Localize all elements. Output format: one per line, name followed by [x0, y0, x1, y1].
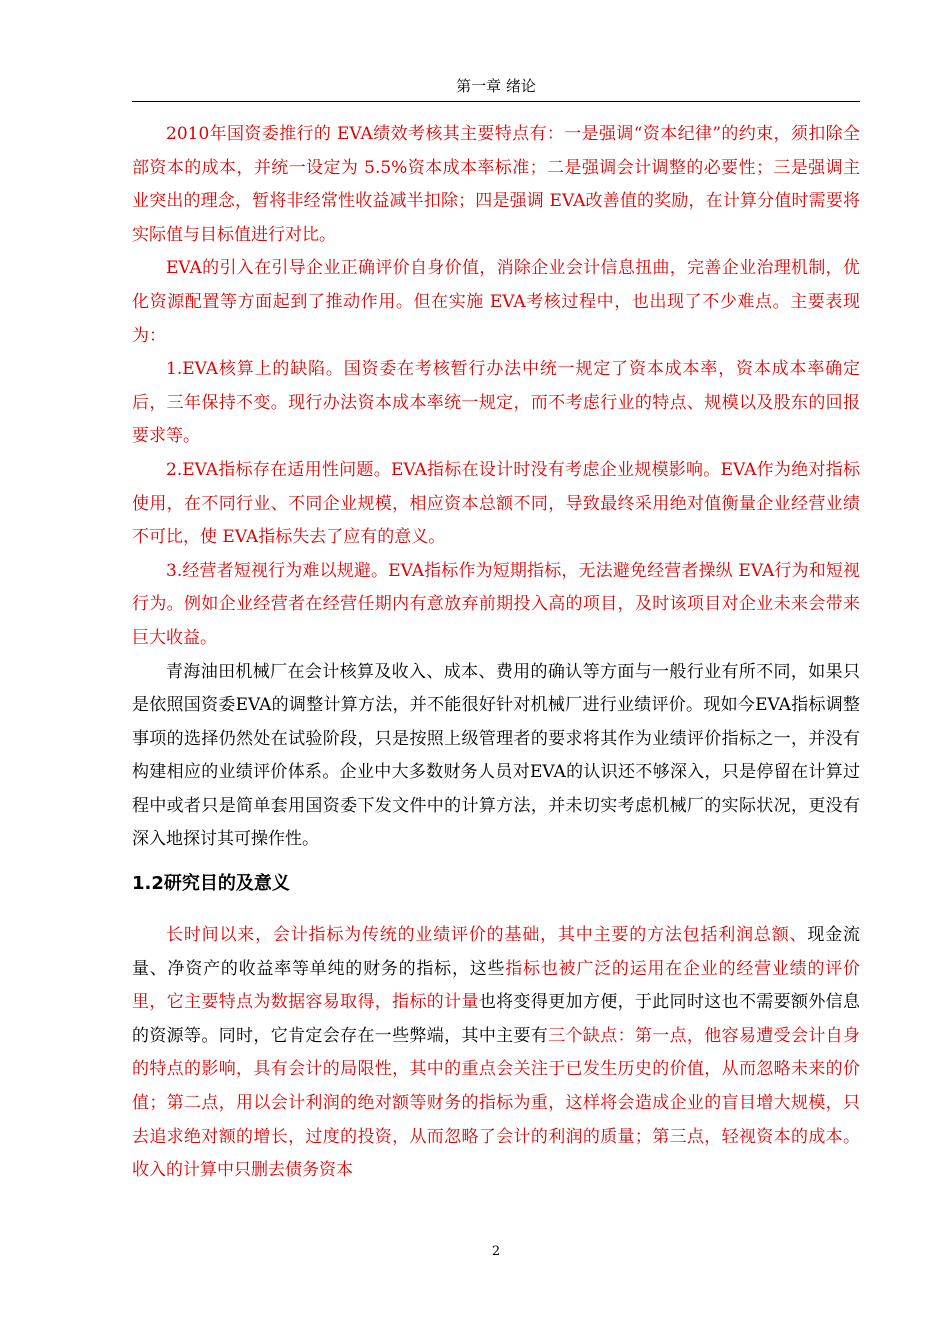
paragraph-research-purpose	[132, 919, 860, 1188]
paragraph-eva-features: 2010年国资委推行的 EVA绩效考核其主要特点有：一是强调“资本纪律”的约束，须扣除全部资本的成本，并统一设定为 5.5%资本成本率标准；二是强调会计调整的必要性；三是强调主业突出的理念，暂将非经常性收益减半扣除；四是强调 EVA改善值的奖励，在计算分值时需要将实际值与目标值进行对比。	[132, 124, 860, 245]
text-segment-black: 现金流量、净资产的收益率等单纯的财务的指标，这些	[132, 925, 861, 979]
text-segment-red: 长时间以来，会计指标为传统的业绩评价的基础，其中主要的方法包括利润总额、	[166, 925, 808, 946]
paragraph-eva-introduction: EVA的引入在引导企业正确评价自身价值，消除企业会计信息扭曲，完善企业治理机制，优化资源配置等方面起到了推动作用。但在实施 EVA考核过程中，也出现了不少难点。主要表现为：	[132, 258, 860, 346]
section-heading: 1.2研究目的及意义	[132, 873, 290, 895]
body-text	[132, 118, 860, 1188]
paragraph-point-1: 1.EVA核算上的缺陷。国资委在考核暂行办法中统一规定了资本成本率，资本成本率确定后，三年保持不变。现行办法资本成本率统一规定，而不考虑行业的特点、规模以及股东的回报要求等。	[132, 359, 860, 447]
header-rule	[132, 101, 860, 102]
running-header: 第一章 绪论	[456, 77, 536, 95]
page-number: 2	[491, 1244, 501, 1259]
paragraph-point-2: 2.EVA指标存在适用性问题。EVA指标在设计时没有考虑企业规模影响。EVA作为绝对指标使用，在不同行业、不同企业规模，相应资本总额不同，导致最终采用绝对值衡量企业经营业绩不可比，使 EVA指标失去了应有的意义。	[132, 459, 860, 548]
text-segment-black: 也将变得更加方便，于此同时这也不需要额外信息的资源等。同时，它肯定会存在一些弊端，其中主要有	[132, 992, 861, 1046]
paragraph-qinghai-factory: 青海油田机械厂在会计核算及收入、成本、费用的确认等方面与一般行业有所不同，如果只是依照国资委EVA的调整计算方法，并不能很好针对机械厂进行业绩评价。现如今EVA指标调整事项的选择仍然处在试验阶段，只是按照上级管理者的要求将其作为业绩评价指标之一，并没有构建相应的业绩评价体系。企业中大多数财务人员对EVA的认识还不够深入，只是停留在计算过程中或者只是简单套用国资委下发文件中的计算方法，并未切实考虑机械厂的实际状况，更没有深入地探讨其可操作性。	[132, 661, 860, 850]
text-segment-red: 指标也被广泛的运用在企业的经营业绩的评价里，它主要特点为数据容易取得，指标的计量	[132, 958, 861, 1013]
paragraph-point-3: 3.经营者短视行为难以规避。EVA指标作为短期指标，无法避免经营者操纵 EVA行为和短视行为。例如企业经营者在经营任期内有意放弃前期投入高的项目，及时该项目对企业未来会带来巨大收益。	[132, 560, 860, 648]
text-segment-red: 三个缺点：第一点，他容易遭受会计自身的特点的影响，具有会计的局限性，其中的重点会关注于已发生历史的价值，从而忽略未来的价值；第二点，用以会计利润的绝对额等财务的指标为重，这样将会造成企业的盲目增大规模，只去追求绝对额的增长，过度的投资，从而忽略了会计的利润的质量；第三点，轻视资本的成本。收入的计算中只删去债务资本	[132, 1025, 861, 1181]
